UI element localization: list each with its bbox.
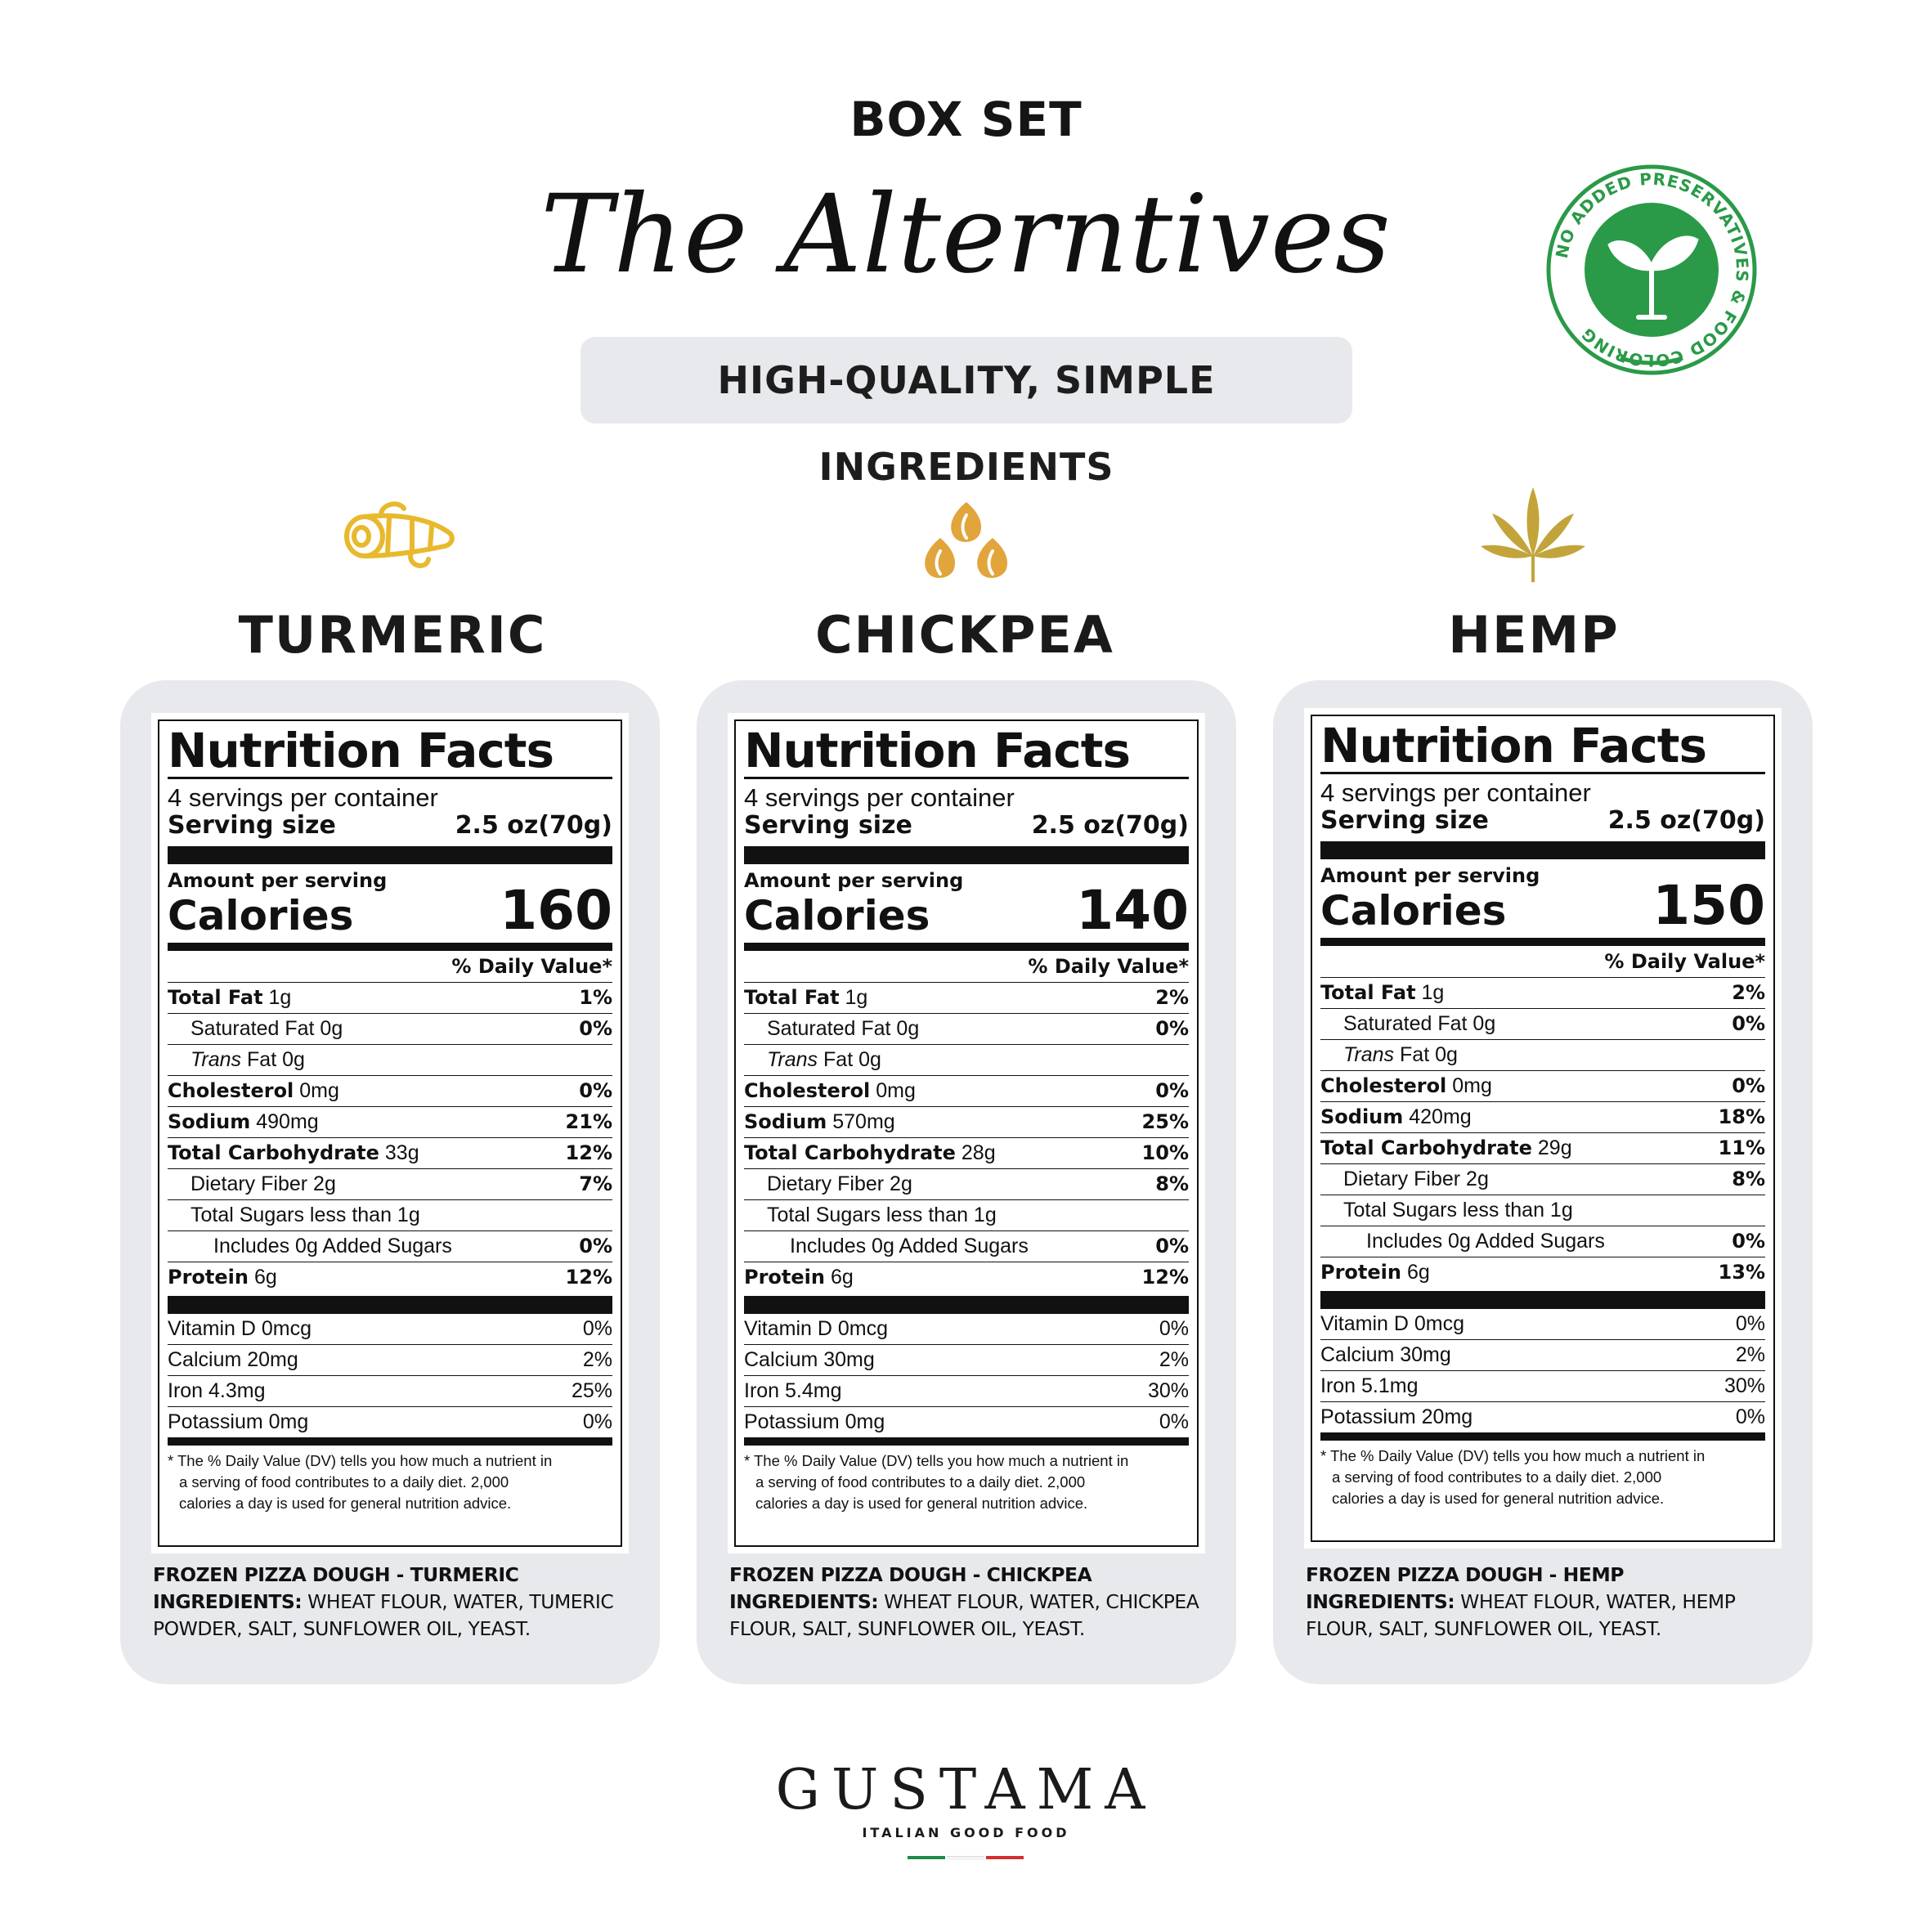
- medium-divider: [168, 943, 612, 951]
- added-sugars-dv: 0%: [1155, 1235, 1189, 1257]
- sodium-label: Sodium: [744, 1110, 827, 1133]
- thick-divider: [168, 846, 612, 864]
- servings-per-container: 4 servings per container: [744, 783, 1015, 812]
- calcium-text: Calcium 20mg: [168, 1348, 298, 1371]
- cholesterol-dv: 0%: [1732, 1074, 1765, 1097]
- potassium-dv: 0%: [582, 1410, 612, 1433]
- serving-size-value: 2.5 oz(70g): [1031, 811, 1189, 840]
- cholesterol-label: Cholesterol: [1320, 1074, 1447, 1097]
- calcium-row: [1320, 1340, 1765, 1371]
- flag-stripe-red: [986, 1856, 1024, 1859]
- sodium-value: 420mg: [1409, 1105, 1472, 1128]
- carb-value: 29g: [1537, 1136, 1572, 1159]
- nutrition-facts-label: [1311, 715, 1775, 1542]
- quality-pill: HIGH-QUALITY, SIMPLE INGREDIENTS: [580, 337, 1352, 424]
- protein-dv: 12%: [1141, 1266, 1189, 1289]
- added-sugars-dv: 0%: [1732, 1230, 1765, 1253]
- vitamin-d-text: Vitamin D 0mcg: [1320, 1312, 1464, 1335]
- sugars-row: [744, 1200, 1189, 1231]
- product-card-hemp: [1273, 680, 1813, 1684]
- ingredients-text: WHEAT FLOUR, WATER, CHICKPEA FLOUR, SALT, SUNFLOWER OIL, YEAST.: [729, 1590, 1199, 1640]
- product-name-turmeric: TURMERIC: [238, 605, 547, 665]
- brand-logo: GUSTAMA: [775, 1758, 1157, 1822]
- sugars-row: [1320, 1195, 1765, 1226]
- serving-size-label: Serving size: [1320, 806, 1489, 835]
- cholesterol-label: Cholesterol: [168, 1079, 294, 1102]
- trans-fat-text: Fat 0g: [247, 1048, 305, 1071]
- total-fat-dv: 2%: [1155, 986, 1189, 1009]
- total-fat-dv: 1%: [579, 986, 612, 1009]
- ingredients-block: [1306, 1562, 1788, 1643]
- sodium-dv: 21%: [565, 1110, 612, 1133]
- saturated-fat-text: Saturated Fat 0g: [767, 1017, 920, 1040]
- iron-row: [744, 1376, 1189, 1407]
- added-sugars-text: Includes 0g Added Sugars: [1366, 1230, 1605, 1253]
- ingredients-block: [729, 1562, 1212, 1643]
- calories-value: 150: [1652, 874, 1765, 937]
- turmeric-root-icon: [332, 491, 463, 597]
- hemp-leaf-icon: [1468, 484, 1598, 590]
- total-fat-row: [744, 983, 1189, 1014]
- protein-row: [168, 1262, 612, 1293]
- product-title: FROZEN PIZZA DOUGH - CHICKPEA: [729, 1563, 1092, 1586]
- amount-per-serving: Amount per serving: [1320, 864, 1540, 887]
- sugars-text: Total Sugars less than 1g: [1343, 1199, 1573, 1222]
- calories-label: Calories: [744, 892, 930, 939]
- calcium-text: Calcium 30mg: [1320, 1343, 1451, 1366]
- carb-row: [168, 1138, 612, 1169]
- protein-value: 6g: [1406, 1261, 1430, 1284]
- saturated-fat-dv: 0%: [1155, 1017, 1189, 1040]
- total-fat-value: 1g: [845, 986, 868, 1009]
- medium-divider: [1320, 1432, 1765, 1441]
- product-title: FROZEN PIZZA DOUGH - HEMP: [1306, 1563, 1624, 1586]
- potassium-dv: 0%: [1159, 1410, 1189, 1433]
- medium-divider: [1320, 938, 1765, 946]
- saturated-fat-row: [744, 1014, 1189, 1045]
- flag-stripe-green: [908, 1856, 945, 1859]
- thick-divider: [744, 846, 1189, 864]
- added-sugars-text: Includes 0g Added Sugars: [213, 1235, 452, 1257]
- saturated-fat-row: [1320, 1009, 1765, 1040]
- medium-divider: [744, 1437, 1189, 1446]
- thick-divider: [168, 1296, 612, 1314]
- carb-row: [744, 1138, 1189, 1169]
- nutrition-label-panel: [151, 713, 629, 1553]
- badge-text: NO ADDED PRESERVATIVES & FOOD COLORING: [1551, 168, 1753, 371]
- serving-size-value: 2.5 oz(70g): [455, 811, 612, 840]
- footnote-line: * The % Daily Value (DV) tells you how much a nutrient in: [168, 1452, 553, 1469]
- potassium-row: [744, 1407, 1189, 1437]
- calcium-row: [744, 1345, 1189, 1376]
- trans-label: Trans: [191, 1048, 242, 1071]
- thick-divider: [1320, 841, 1765, 859]
- calories-value: 160: [500, 879, 612, 942]
- trans-fat-text: Fat 0g: [823, 1048, 881, 1071]
- footnote: [1320, 1446, 1765, 1509]
- protein-value: 6g: [830, 1266, 854, 1289]
- footnote-line: calories a day is used for general nutrition advice.: [755, 1495, 1088, 1512]
- cholesterol-value: 0mg: [299, 1079, 339, 1102]
- total-fat-value: 1g: [1421, 981, 1445, 1004]
- sodium-label: Sodium: [1320, 1105, 1404, 1128]
- footnote-line: calories a day is used for general nutrition advice.: [179, 1495, 512, 1512]
- sugars-text: Total Sugars less than 1g: [191, 1204, 420, 1226]
- added-sugars-row: [744, 1231, 1189, 1262]
- chickpea-icon: [901, 491, 1032, 597]
- footnote-line: a serving of food contributes to a daily diet. 2,000: [179, 1473, 509, 1490]
- ingredients-text: WHEAT FLOUR, WATER, HEMP FLOUR, SALT, SUNFLOWER OIL, YEAST.: [1306, 1590, 1736, 1640]
- protein-row: [1320, 1257, 1765, 1288]
- calcium-dv: 2%: [1735, 1343, 1765, 1366]
- total-fat-label: Total Fat: [744, 986, 840, 1009]
- calcium-row: [168, 1345, 612, 1376]
- servings-per-container: 4 servings per container: [168, 783, 438, 812]
- nutrition-label-panel: [1304, 708, 1782, 1549]
- sodium-dv: 25%: [1141, 1110, 1189, 1133]
- vitamin-d-dv: 0%: [1159, 1317, 1189, 1340]
- cholesterol-dv: 0%: [579, 1079, 612, 1102]
- footnote-line: * The % Daily Value (DV) tells you how much a nutrient in: [744, 1452, 1129, 1469]
- iron-text: Iron 5.1mg: [1320, 1374, 1419, 1397]
- trans-label: Trans: [767, 1048, 818, 1071]
- nutrition-label-panel: [728, 713, 1205, 1553]
- sodium-row: [1320, 1102, 1765, 1133]
- added-sugars-dv: 0%: [579, 1235, 612, 1257]
- added-sugars-row: [1320, 1226, 1765, 1257]
- product-card-turmeric: [120, 680, 660, 1684]
- fiber-dv: 7%: [579, 1172, 612, 1195]
- amount-per-serving: Amount per serving: [744, 869, 964, 892]
- carb-row: [1320, 1133, 1765, 1164]
- potassium-row: [168, 1407, 612, 1437]
- saturated-fat-dv: 0%: [579, 1017, 612, 1040]
- flag-stripe-white: [947, 1856, 984, 1860]
- product-name-hemp: HEMP: [1448, 605, 1620, 665]
- vitamin-d-text: Vitamin D 0mcg: [168, 1317, 312, 1340]
- thick-divider: [1320, 1291, 1765, 1309]
- brand-tagline: ITALIAN GOOD FOOD: [862, 1825, 1070, 1840]
- total-fat-row: [168, 983, 612, 1014]
- fiber-row: [168, 1169, 612, 1200]
- protein-dv: 13%: [1718, 1261, 1765, 1284]
- protein-row: [744, 1262, 1189, 1293]
- saturated-fat-row: [168, 1014, 612, 1045]
- protein-label: Protein: [744, 1266, 825, 1289]
- cholesterol-value: 0mg: [1452, 1074, 1492, 1097]
- footnote: [744, 1450, 1189, 1514]
- cholesterol-row: [1320, 1071, 1765, 1102]
- trans-fat-row: [168, 1045, 612, 1076]
- potassium-text: Potassium 0mg: [168, 1410, 309, 1433]
- sodium-dv: 18%: [1718, 1105, 1765, 1128]
- total-fat-value: 1g: [268, 986, 292, 1009]
- iron-dv: 30%: [1147, 1379, 1189, 1402]
- serving-size-row: [168, 812, 612, 840]
- nutrition-facts-title: Nutrition Facts: [744, 724, 1189, 779]
- cholesterol-value: 0mg: [876, 1079, 916, 1102]
- potassium-row: [1320, 1402, 1765, 1432]
- carb-label: Total Carbohydrate: [744, 1141, 956, 1164]
- calories-label: Calories: [168, 892, 354, 939]
- fiber-dv: 8%: [1155, 1172, 1189, 1195]
- vitamin-d-text: Vitamin D 0mcg: [744, 1317, 888, 1340]
- amount-per-serving: Amount per serving: [168, 869, 388, 892]
- iron-dv: 30%: [1724, 1374, 1765, 1397]
- protein-label: Protein: [1320, 1261, 1401, 1284]
- daily-value-header: % Daily Value*: [744, 951, 1189, 983]
- carb-value: 28g: [961, 1141, 996, 1164]
- added-sugars-row: [168, 1231, 612, 1262]
- total-fat-row: [1320, 978, 1765, 1009]
- ingredients-label: INGREDIENTS:: [729, 1590, 879, 1613]
- iron-row: [168, 1376, 612, 1407]
- trans-fat-row: [1320, 1040, 1765, 1071]
- fiber-text: Dietary Fiber 2g: [767, 1172, 912, 1195]
- potassium-dv: 0%: [1735, 1405, 1765, 1428]
- sodium-row: [168, 1107, 612, 1138]
- calories-value: 140: [1076, 879, 1189, 942]
- vitamin-d-row: [1320, 1309, 1765, 1340]
- vitamin-d-row: [168, 1314, 612, 1345]
- carb-dv: 11%: [1718, 1136, 1765, 1159]
- protein-dv: 12%: [565, 1266, 612, 1289]
- trans-fat-text: Fat 0g: [1400, 1043, 1458, 1066]
- saturated-fat-text: Saturated Fat 0g: [1343, 1012, 1496, 1035]
- medium-divider: [168, 1437, 612, 1446]
- serving-size-row: [744, 812, 1189, 840]
- serving-size-label: Serving size: [744, 811, 912, 840]
- footnote-line: a serving of food contributes to a daily diet. 2,000: [1332, 1468, 1662, 1486]
- carb-label: Total Carbohydrate: [168, 1141, 379, 1164]
- ingredients-block: [153, 1562, 635, 1643]
- fiber-row: [1320, 1164, 1765, 1195]
- total-fat-dv: 2%: [1732, 981, 1765, 1004]
- sodium-label: Sodium: [168, 1110, 251, 1133]
- calories-label: Calories: [1320, 887, 1507, 935]
- cholesterol-row: [744, 1076, 1189, 1107]
- carb-dv: 12%: [565, 1141, 612, 1164]
- footnote: [168, 1450, 612, 1514]
- vitamin-d-dv: 0%: [582, 1317, 612, 1340]
- nutrition-facts-label: [158, 719, 622, 1547]
- serving-size-label: Serving size: [168, 811, 336, 840]
- protein-label: Protein: [168, 1266, 249, 1289]
- fiber-row: [744, 1169, 1189, 1200]
- cholesterol-row: [168, 1076, 612, 1107]
- sugars-row: [168, 1200, 612, 1231]
- calcium-text: Calcium 30mg: [744, 1348, 875, 1371]
- carb-value: 33g: [384, 1141, 419, 1164]
- ingredients-label: INGREDIENTS:: [1306, 1590, 1455, 1613]
- carb-dv: 10%: [1141, 1141, 1189, 1164]
- ingredients-label: INGREDIENTS:: [153, 1590, 303, 1613]
- protein-value: 6g: [253, 1266, 277, 1289]
- nutrition-facts-title: Nutrition Facts: [168, 724, 612, 779]
- calcium-dv: 2%: [1159, 1348, 1189, 1371]
- medium-divider: [744, 943, 1189, 951]
- footnote-line: calories a day is used for general nutrition advice.: [1332, 1490, 1665, 1507]
- iron-dv: 25%: [571, 1379, 612, 1402]
- cholesterol-label: Cholesterol: [744, 1079, 871, 1102]
- fiber-text: Dietary Fiber 2g: [1343, 1168, 1489, 1190]
- thick-divider: [744, 1296, 1189, 1314]
- nutrition-facts-label: [734, 719, 1199, 1547]
- fiber-text: Dietary Fiber 2g: [191, 1172, 336, 1195]
- ingredients-text: WHEAT FLOUR, WATER, TUMERIC POWDER, SALT, SUNFLOWER OIL, YEAST.: [153, 1590, 614, 1640]
- iron-text: Iron 5.4mg: [744, 1379, 842, 1402]
- sodium-value: 490mg: [256, 1110, 319, 1133]
- total-fat-label: Total Fat: [168, 986, 263, 1009]
- carb-label: Total Carbohydrate: [1320, 1136, 1532, 1159]
- calcium-dv: 2%: [582, 1348, 612, 1371]
- daily-value-header: % Daily Value*: [1320, 946, 1765, 978]
- sodium-row: [744, 1107, 1189, 1138]
- servings-per-container: 4 servings per container: [1320, 778, 1591, 807]
- no-preservatives-badge: [1545, 164, 1758, 376]
- serving-size-value: 2.5 oz(70g): [1607, 806, 1765, 835]
- product-title: FROZEN PIZZA DOUGH - TURMERIC: [153, 1563, 519, 1586]
- iron-row: [1320, 1371, 1765, 1402]
- sodium-value: 570mg: [832, 1110, 895, 1133]
- saturated-fat-dv: 0%: [1732, 1012, 1765, 1035]
- total-fat-label: Total Fat: [1320, 981, 1416, 1004]
- added-sugars-text: Includes 0g Added Sugars: [790, 1235, 1029, 1257]
- footnote-line: * The % Daily Value (DV) tells you how much a nutrient in: [1320, 1447, 1706, 1464]
- serving-size-row: [1320, 807, 1765, 835]
- potassium-text: Potassium 0mg: [744, 1410, 885, 1433]
- product-name-chickpea: CHICKPEA: [815, 605, 1114, 665]
- trans-fat-row: [744, 1045, 1189, 1076]
- product-card-chickpea: [697, 680, 1236, 1684]
- cholesterol-dv: 0%: [1155, 1079, 1189, 1102]
- trans-label: Trans: [1343, 1043, 1395, 1066]
- nutrition-facts-title: Nutrition Facts: [1320, 719, 1765, 774]
- vitamin-d-dv: 0%: [1735, 1312, 1765, 1335]
- iron-text: Iron 4.3mg: [168, 1379, 266, 1402]
- sugars-text: Total Sugars less than 1g: [767, 1204, 997, 1226]
- box-set-label: BOX SET: [849, 92, 1083, 147]
- page-title: The Alterntives: [540, 172, 1392, 298]
- potassium-text: Potassium 20mg: [1320, 1405, 1473, 1428]
- vitamin-d-row: [744, 1314, 1189, 1345]
- saturated-fat-text: Saturated Fat 0g: [191, 1017, 343, 1040]
- footnote-line: a serving of food contributes to a daily diet. 2,000: [755, 1473, 1086, 1490]
- daily-value-header: % Daily Value*: [168, 951, 612, 983]
- fiber-dv: 8%: [1732, 1168, 1765, 1190]
